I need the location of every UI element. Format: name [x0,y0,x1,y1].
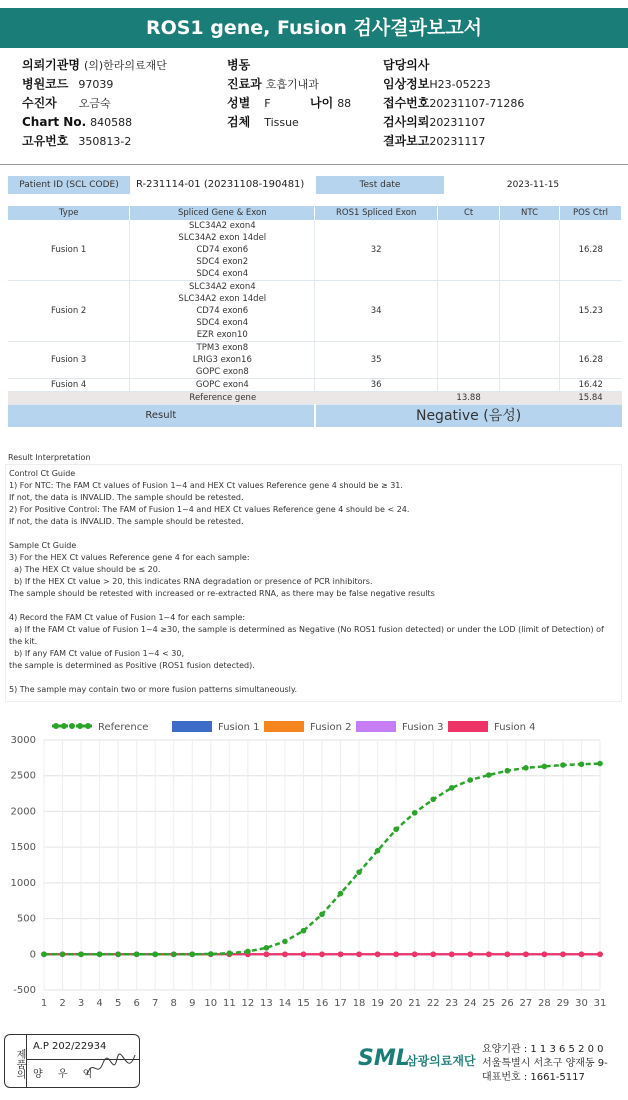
gene: SDC4 exon2 [196,257,249,267]
result-label: Result [8,405,315,427]
results-table [8,206,622,427]
data-point [486,951,492,957]
row-exon: 32 [315,220,438,281]
data-point [597,951,603,957]
interpretation-line: If not, the data is INVALID. The sample should be retested. [9,517,244,526]
interpretation-line: 2) For Positive Control: The FAM of Fusion 1~4 and HEX Ct values Reference gene 4 should be < 24. [9,505,410,514]
interpretation-line: b) If any FAM Ct value of Fusion 1~4 < 30, [9,649,185,658]
amplification-chart [0,712,628,1022]
row-exon: 36 [315,379,438,392]
data-point [505,951,511,957]
row-exon: 34 [315,281,438,342]
data-point [579,951,585,957]
gene: SLC34A2 exon4 [188,282,256,292]
legend-swatch-dot [53,723,59,729]
interpretation-line: 4) Record the FAM Ct value of Fusion 1~4 for each sample: [9,613,246,622]
hospital-code-value: 97039 [78,78,114,91]
patient-id-value: R-231114-01 (20231108-190481) [136,179,305,190]
data-point [189,951,195,957]
data-point [375,848,381,854]
data-point [412,951,418,957]
table-row [8,281,622,342]
data-point [338,951,344,957]
data-point [449,951,455,957]
interpretation-line: the sample is determined as Positive (ROS1 fusion detected). [9,661,255,670]
legend-label: Reference [98,722,149,733]
x-tick-label: 1 [40,998,48,1009]
request-label: 검사의뢰 [383,115,430,129]
row-genes [130,342,315,379]
legend-swatch-dot [77,723,83,729]
row-type: Fusion 2 [8,281,130,342]
age-value: 88 [337,97,352,110]
data-point [486,772,492,778]
x-tick-label: 31 [593,998,607,1009]
interpretation-line [9,600,618,612]
ap-number: A.P 202/22934 [33,1041,107,1052]
row-pos: 16.28 [560,220,622,281]
interpretation-line: Sample Ct Guide [9,541,77,550]
dept-value: 호흡기내과 [265,78,319,91]
gene: SDC4 exon4 [196,269,249,279]
data-point [356,951,362,957]
clinical-value: H23-05223 [429,78,491,91]
col-ct: Ct [438,206,500,220]
phone: 대표번호 : 1661-5117 [482,1072,585,1083]
chart-label: Chart No. [22,115,87,129]
legend-label: Fusion 1 [218,722,260,733]
institution-value: (의)한라의료재단 [83,59,167,72]
test-date-label: Test date [316,176,444,194]
gene: CD74 exon6 [196,245,249,255]
x-tick-label: 9 [189,998,196,1009]
side-label: 제품의 [5,1035,27,1087]
x-tick-label: 26 [500,998,514,1009]
x-tick-label: 2 [59,998,66,1009]
data-point [597,761,603,767]
sex-value: F [264,97,271,110]
hospital-code-label: 병원코드 [22,77,69,91]
y-tick-label: 3000 [10,735,36,746]
data-point [523,951,529,957]
data-point [467,777,473,783]
row-exon: 35 [315,342,438,379]
chart-value: 840588 [90,116,133,129]
interpretation-title: Result Interpretation [8,453,91,462]
gene: GOPC exon8 [195,367,249,377]
table-row [8,220,622,281]
interpretation-line: the kit. [9,637,38,646]
gene: LRIG3 exon16 [192,355,252,365]
data-point [78,951,84,957]
col-exon: ROS1 Spliced Exon [315,206,438,220]
x-tick-label: 6 [133,998,140,1009]
age-label: 나이 [310,96,334,110]
x-tick-label: 3 [77,998,85,1009]
data-point [393,951,399,957]
x-tick-label: 28 [538,998,551,1009]
specimen-label: 검체 [227,115,251,129]
row-ct [438,220,500,281]
data-point [282,951,288,957]
data-point [449,785,455,791]
data-point [338,891,344,897]
x-tick-label: 14 [278,998,292,1009]
legend-swatch [172,721,212,732]
reference-ct: 13.88 [438,392,500,405]
interpretation-line: Control Ct Guide [9,469,76,478]
row-type: Fusion 4 [8,379,130,392]
patient-value: 오금숙 [78,97,111,110]
data-point [319,911,325,917]
row-ct [438,379,500,392]
interpretation-line: b) If the HEX Ct value > 20, this indicates RNA degradation or presence of PCR inhibitors. [9,577,373,586]
x-tick-label: 8 [170,998,177,1009]
data-point [134,951,140,957]
org-name: 삼광의료재단 [406,1054,476,1068]
gene: EZR exon10 [196,330,248,340]
gene: SLC34A2 exon 14del [178,233,267,243]
data-point [579,761,585,767]
gene: CD74 exon6 [196,306,249,316]
data-point [467,951,473,957]
legend-swatch [264,721,304,732]
col-pos: POS Ctrl [560,206,622,220]
data-point [560,762,566,768]
institution-label: 의뢰기관명 [22,58,80,72]
org-address [482,1043,608,1085]
reception-label: 접수번호 [383,96,430,110]
address: 서울특별시 서초구 양재동 9- [482,1058,608,1069]
data-point [227,950,233,956]
legend-swatch [356,721,396,732]
table-row [8,342,622,379]
row-ntc [500,220,560,281]
clinical-label: 임상정보 [383,77,430,91]
row-pos: 16.42 [560,379,622,392]
data-point [301,951,307,957]
reference-ntc [500,392,560,405]
patient-label: 수진자 [22,96,57,110]
x-tick-label: 21 [408,998,422,1009]
x-tick-label: 4 [96,998,103,1009]
signature-box [4,1034,140,1088]
sex-label: 성별 [227,96,251,110]
y-tick-label: 0 [29,949,36,961]
row-type: Fusion 1 [8,220,130,281]
legend-label: Fusion 4 [494,722,536,733]
unique-value: 350813-2 [78,135,132,148]
divider [0,164,628,165]
gene: TPM3 exon8 [196,343,249,353]
interpretation-line: 3) For the HEX Ct values Reference gene 4 for each sample: [9,553,250,562]
reference-row [8,392,622,405]
specimen-value: Tissue [264,116,299,129]
legend-swatch-dot [85,723,91,729]
legend-swatch-dot [61,723,67,729]
gene: GOPC exon4 [195,380,249,390]
patient-id-row [8,176,622,194]
signer-name: 양 우 익 [33,1069,99,1080]
x-tick-label: 22 [426,998,440,1009]
ward-label: 병동 [227,58,251,72]
legend-label: Fusion 2 [310,722,352,733]
interpretation-line: 1) For NTC: The FAM Ct values of Fusion 1~4 and HEX Ct values Reference gene 4 should be ≥ 31. [9,481,403,490]
row-ct [438,342,500,379]
data-point [393,826,399,832]
gene: SLC34A2 exon 14del [178,294,267,304]
logo-text: SML [358,1046,410,1071]
data-point [245,949,251,955]
data-point [412,810,418,816]
report-label: 결과보고 [383,134,430,148]
data-point [264,951,270,957]
col-ntc: NTC [500,206,560,220]
legend-swatch [448,721,488,732]
report-title: ROS1 gene, Fusion 검사결과보고서 [0,8,628,48]
result-value: Negative (음성) [315,405,622,427]
data-point [264,945,270,951]
dept-label: 진료과 [227,77,262,91]
row-ntc [500,281,560,342]
data-point [115,951,121,957]
row-type: Fusion 3 [8,342,130,379]
interpretation-line: a) If the FAM Ct value of Fusion 1~4 ≥30, the sample is determined as Negative (No ROS1 fusion detected) or under the LOD (limit of Detection) of [9,625,604,634]
x-tick-label: 29 [556,998,570,1009]
data-point [171,951,177,957]
chart-svg [0,712,628,1022]
x-tick-label: 19 [371,998,384,1009]
data-point [208,951,214,957]
doctor-label: 담당의사 [383,58,430,72]
x-tick-label: 25 [482,998,496,1009]
result-row [8,405,622,427]
reference-label: Reference gene [8,392,438,405]
gene: SLC34A2 exon4 [188,221,256,231]
row-pos: 15.23 [560,281,622,342]
data-point [301,928,307,934]
x-tick-label: 16 [315,998,329,1009]
reference-pos: 15.84 [560,392,622,405]
data-point [542,764,548,770]
row-ntc [500,379,560,392]
data-point [282,939,288,945]
row-ct [438,281,500,342]
unique-label: 고유번호 [22,134,69,148]
x-tick-label: 30 [575,998,588,1009]
y-tick-label: 500 [16,913,36,925]
gene: SDC4 exon4 [196,318,249,328]
patient-id-label: Patient ID (SCL CODE) [8,176,130,194]
col-gene: Spliced Gene & Exon [130,206,315,220]
x-tick-label: 24 [463,998,477,1009]
row-genes [130,220,315,281]
patient-info [0,56,628,156]
data-point [152,951,158,957]
y-tick-label: 1500 [10,842,36,854]
report-value: 20231117 [429,135,486,148]
y-tick-label: 1000 [10,877,36,889]
interpretation-line: 5) The sample may contain two or more fusion patterns simultaneously. [9,685,298,694]
request-value: 20231107 [429,116,486,129]
x-tick-label: 12 [241,998,255,1009]
interpretation-line: a) The HEX Ct value should be ≤ 20. [9,565,161,574]
col-type: Type [8,206,130,220]
row-genes [130,281,315,342]
data-point [523,765,529,771]
data-point [560,951,566,957]
data-point [375,951,381,957]
legend-label: Fusion 3 [402,722,444,733]
interpretation-line: The sample should be retested with increased or re-extracted RNA, as there may be false negative results [9,589,435,598]
x-tick-label: 15 [297,998,310,1009]
data-point [356,869,362,875]
y-tick-label: -500 [13,985,36,996]
row-ntc [500,342,560,379]
data-point [542,951,548,957]
x-tick-label: 23 [445,998,459,1009]
x-tick-label: 27 [519,998,533,1009]
data-point [430,951,436,957]
x-tick-label: 13 [260,998,273,1009]
reception-value: 20231107-71286 [429,97,525,110]
data-point [430,796,436,802]
row-genes [130,379,315,392]
x-tick-label: 20 [389,998,403,1009]
table-row [8,379,622,392]
test-date-value: 2023-11-15 [506,180,560,190]
data-point [97,951,103,957]
y-tick-label: 2500 [10,770,36,782]
y-tick-label: 2000 [10,806,36,818]
x-tick-label: 17 [334,998,347,1009]
table-header [8,206,622,220]
interpretation-line [9,528,618,540]
data-point [319,951,325,957]
care-code: 요양기관 : 1 1 3 6 5 2 0 0 [482,1044,604,1055]
x-tick-label: 7 [152,998,159,1009]
interpretation-line [9,672,618,684]
data-point [505,768,511,774]
interpretation-box [5,464,622,702]
interpretation-line: If not, the data is INVALID. The sample should be retested. [9,493,244,502]
signature-icon [83,1049,138,1085]
legend-swatch-dot [69,723,75,729]
x-tick-label: 18 [352,998,366,1009]
data-point [60,951,66,957]
x-tick-label: 10 [204,998,218,1009]
row-pos: 16.28 [560,342,622,379]
x-tick-label: 11 [222,998,236,1009]
x-tick-label: 5 [114,998,122,1009]
data-point [41,951,47,957]
